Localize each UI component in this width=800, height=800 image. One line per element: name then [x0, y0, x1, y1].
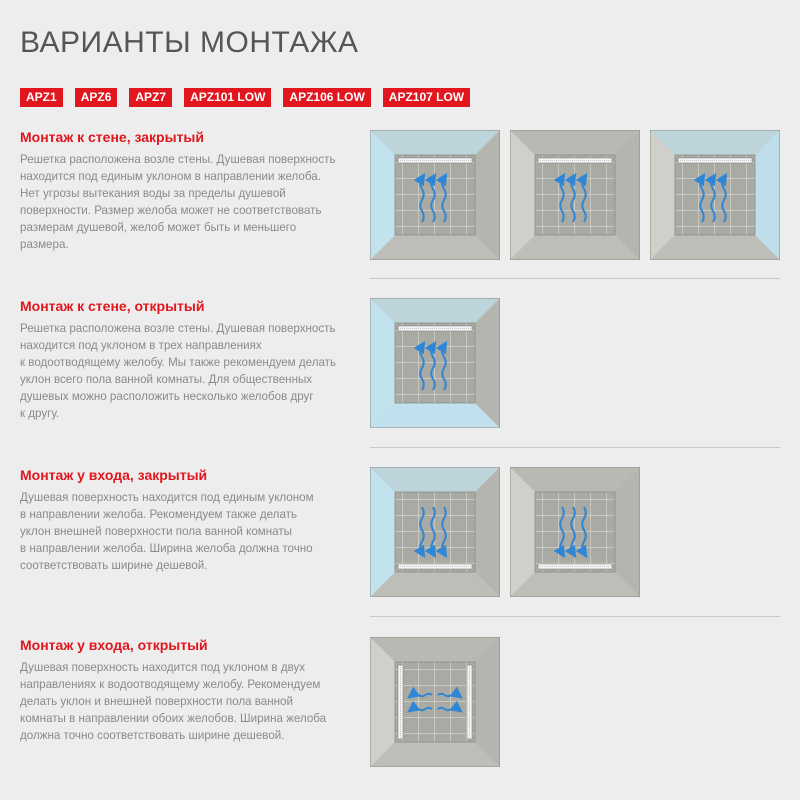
- divider: [370, 278, 780, 279]
- tag-apz1: APZ1: [20, 88, 63, 107]
- diagram-entrance-closed: [510, 467, 640, 597]
- section-text: Душевая поверхность находится под единым уклоном в направлении желоба. Рекомендуем также делать уклон внешней поверхности пола ванной комнаты в направлении желоба. Ширина желоба должна точно соответствовать ширине дешевой.: [20, 491, 314, 572]
- diagram-wall-closed-right-lit: [650, 130, 780, 260]
- section-entrance-open: [20, 637, 360, 744]
- section-heading: Монтаж к стене, открытый: [20, 298, 205, 314]
- section-text: Душевая поверхность находится под уклоном в двух направлениях к водоотводящему желобу. Рекомендуем делать уклон и внешней поверхности пола ванной комнаты в направлении обоих желобов. Ширина желоба должна точно соответствовать ширине дешевой.: [20, 661, 327, 742]
- page-title: ВАРИАНТЫ МОНТАЖА: [20, 26, 359, 59]
- diagram-wall-closed-lit: [370, 130, 500, 260]
- tag-apz101-low: APZ101 LOW: [184, 88, 271, 107]
- diagram-wall-closed: [510, 130, 640, 260]
- section-text: Решетка расположена возле стены. Душевая поверхность находится под уклоном в трех направлениях к водоотводящему желобу. Мы также рекомендуем делать уклон всего пола ванной комнаты. Для общественных душевых можно расположить несколько желобов друг к другу.: [20, 322, 337, 420]
- tag-apz6: APZ6: [75, 88, 118, 107]
- tag-apz107-low: APZ107 LOW: [383, 88, 470, 107]
- section-heading: Монтаж у входа, открытый: [20, 637, 208, 653]
- model-tags: [20, 88, 470, 107]
- section-wall-open: [20, 298, 360, 422]
- diagram-wall-open: [370, 298, 500, 428]
- diagram-entrance-closed-lit: [370, 467, 500, 597]
- section-text: Решетка расположена возле стены. Душевая поверхность находится под единым уклоном в направлении желоба. Нет угрозы вытекания воды за пределы душевой поверхности. Размер желоба может не соответствовать размерам душевой, желоб может быть и меньшего размера.: [20, 153, 336, 251]
- divider: [370, 447, 780, 448]
- diagram-entrance-open: [370, 637, 500, 767]
- tag-apz7: APZ7: [129, 88, 172, 107]
- section-heading: Монтаж у входа, закрытый: [20, 467, 208, 483]
- section-heading: Монтаж к стене, закрытый: [20, 129, 204, 145]
- divider: [370, 616, 780, 617]
- section-wall-closed: [20, 129, 360, 253]
- tag-apz106-low: APZ106 LOW: [283, 88, 370, 107]
- section-entrance-closed: [20, 467, 360, 574]
